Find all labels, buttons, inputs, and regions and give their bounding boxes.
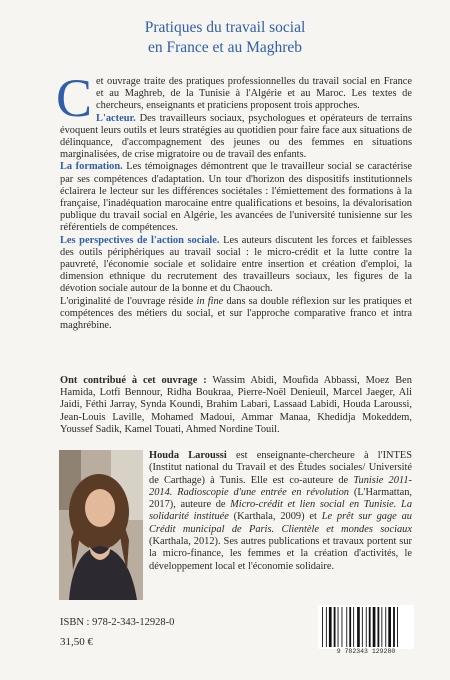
barcode-bar (322, 607, 323, 647)
barcode-bar (334, 607, 336, 647)
barcode-bars (318, 605, 414, 649)
section-heading: Les perspectives de l'action sociale. (60, 234, 220, 246)
section-text: Les témoignages démontrent que le travailleur social se caractérise par ses compétences d'adaptation. Un tour d'horizon des dispositifs institutionnels éclairera le lecteur sur les différences sociétales : l'émiettement des formations à la française, l'inadéquation marocaine entre qualifications et besoins, la dévalorisation publique du travail social en Algérie, les avancées de l'université tunisienne sur les référentiels de compétences. (60, 161, 412, 234)
section-heading: La formation. (60, 161, 123, 173)
contributors-names: Wassim Abidi, Moufida Abbassi, Moez Ben Hamida, Lotfi Bennour, Ridha Boukraa, Pierre-Noël Denieuil, Marcel Jaeger, Ali Jaidi, Féthi Jarray, Synda Koundi, Brahim Labari, Lassaad Labidi, Houda Laroussi, Jean-Louis Laville, Mohamed Madoui, Ammar Manaa, Khedidja Mokeddem, Youssef Sadik, Kamel Touati, Ahmed Nordine Touil. (60, 375, 412, 435)
barcode-bar (338, 607, 339, 647)
barcode-bar (349, 607, 351, 647)
barcode-bar (381, 607, 382, 647)
book-title (0, 18, 450, 58)
author-photo (59, 450, 143, 600)
bio-text: (Karthala, 2009) et (228, 511, 322, 523)
barcode-bar (369, 607, 371, 647)
price: 31,50 € (60, 636, 93, 648)
contributors-label: Ont contribué à cet ouvrage : (60, 375, 207, 386)
barcode-bar (346, 607, 347, 647)
barcode-bar (329, 607, 332, 647)
section-formation (60, 161, 412, 234)
bio-title: Micro-crédit et lien social en Tunisie. La solidarité instituée (149, 499, 413, 523)
section-perspectives (60, 235, 412, 296)
bio-title: Tunisie 2011-2014. Radioscopie d'une entrée en révolution (149, 474, 412, 498)
section-text: Des travailleurs sociaux, psychologues et opérateurs de terrains évoquent leurs outils et leurs stratégies au quotidien pour faire face aux situations de délinquance, d'accompagnement des jeunes ou des femmes en situations marginalisées, de crise migratoire ou de travail des enfants. (60, 112, 412, 161)
barcode-bar (373, 607, 376, 647)
barcode-bar (397, 607, 398, 647)
isbn: ISBN : 978-2-343-12928-0 (60, 617, 175, 628)
author-name: Houda Laroussi (149, 450, 227, 461)
dropcap-letter: C (56, 68, 93, 128)
bio-text: (Karthala, 2012). Ses autres publications et travaux portent sur la micro-finance, les femmes et la création d'activités, le développement local et l'économie solidaire. (149, 536, 412, 572)
barcode-bar (393, 607, 395, 647)
barcode-bar (385, 607, 386, 647)
barcode-bar (362, 607, 363, 647)
conclusion-text-end: dans sa double réflexion sur les pratiques et compétences des métiers du social, et sur l'approche comparative franco et intra maghrébine. (60, 295, 412, 332)
barcode-bar (388, 607, 391, 647)
barcode-bar (378, 607, 380, 647)
bio-title: Le prêt sur gage au Crédit municipal de Paris. Clientèle et mondes sociaux (149, 511, 412, 535)
summary-text (56, 68, 413, 332)
barcode-bar (353, 607, 354, 647)
section-text: Les auteurs discutent les forces et faiblesses des outils périphériques au travail social : le micro-crédit et la lutte contre la pauvreté, l'économie sociale et solidaire entre insertion et création d'emploi, la dimension ethnique du recrutement des travailleurs sociaux, les figures de la dévotion sociale autour de la bonne et du Chaouch. (60, 234, 413, 295)
conclusion-emphasis: in fine (196, 295, 224, 307)
barcode-bar (326, 607, 327, 647)
author-portrait-image (59, 450, 143, 600)
intro-text: et ouvrage traite des pratiques professionnelles du travail social en France et au Maghreb, de la Tunisie à l'Algérie et au Maroc. Les textes de chercheurs, enseignants et praticiens proposent trois approches. (96, 76, 412, 112)
barcode-digits: 9 782343 129280 (336, 648, 396, 655)
section-heading: L'acteur. (96, 112, 136, 124)
bio-text: est enseignante-chercheure à l'INTES (Institut national du Travail et des Études sociales/ Université de Carthage) à Tunis. Elle est co-auteure de (149, 450, 412, 486)
title-line-2: en France et au Maghreb (147, 39, 303, 56)
author-biography (149, 450, 412, 573)
conclusion-paragraph (60, 296, 412, 333)
barcode-bar (342, 607, 343, 647)
bio-text: (L'Harmattan, 2017), auteure de (149, 486, 412, 511)
barcode-bar (357, 607, 360, 647)
section-acteur (60, 113, 412, 162)
conclusion-text: L'originalité de l'ouvrage réside (60, 295, 197, 307)
title-line-1: Pratiques du travail social (144, 19, 306, 36)
barcode-bar (366, 607, 367, 647)
barcode-icon (318, 605, 414, 649)
contributors (60, 375, 412, 436)
